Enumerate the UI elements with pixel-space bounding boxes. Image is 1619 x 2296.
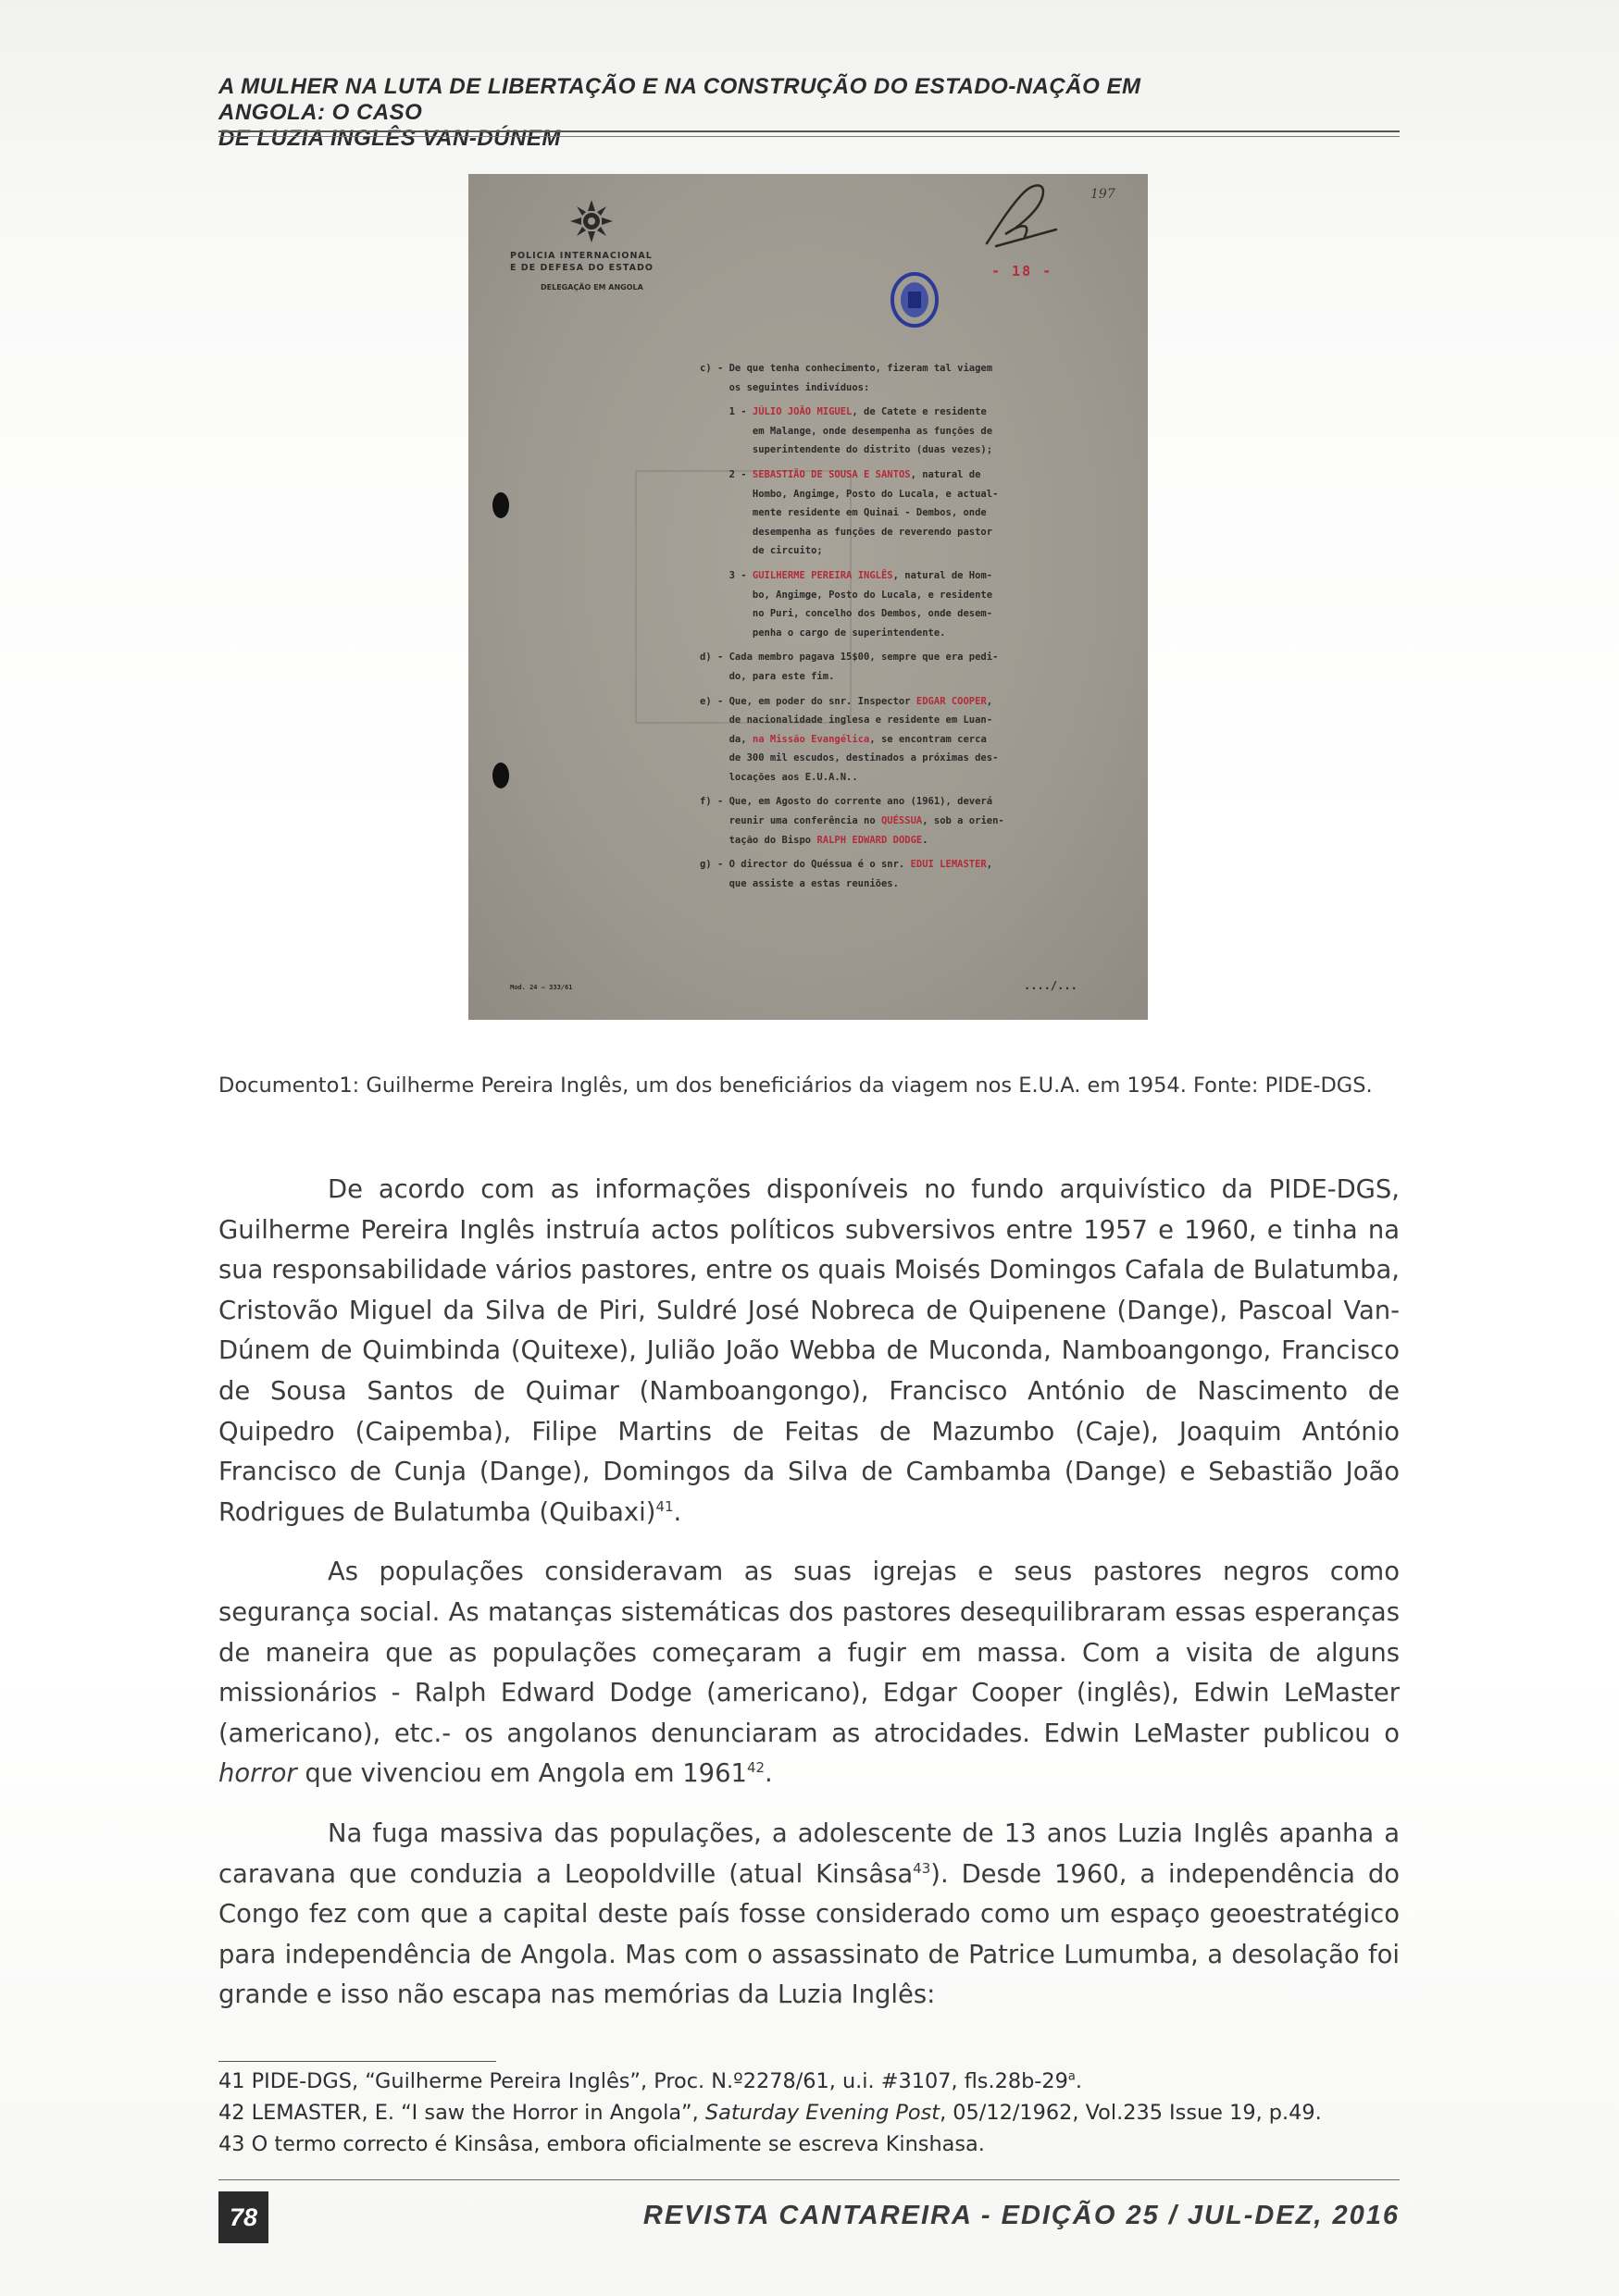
scan-line: locações aos E.U.A.N.. <box>700 771 858 783</box>
footnote-42 <box>218 2097 1400 2128</box>
scan-line: Hombo, Angimge, Posto do Lucala, e actual- <box>700 488 999 500</box>
scan-line: 1 - JÚLIO JOÃO MIGUEL, de Catete e residente <box>700 406 987 418</box>
scan-line: de 300 mil escudos, destinados a próximas des- <box>700 752 999 764</box>
scan-org-line1: POLICIA INTERNACIONAL <box>510 251 653 261</box>
footnote-43-text: 43 O termo correcto é Kinsâsa, embora oficialmente se escreva Kinshasa. <box>218 2132 985 2156</box>
footnote-42-end: , 05/12/1962, Vol.235 Issue 19, p.49. <box>940 2101 1322 2125</box>
page-number: 78 <box>218 2191 268 2243</box>
scan-organization <box>510 250 654 274</box>
scan-line: mente residente em Quinai - Dembos, onde <box>700 507 987 519</box>
header-rule <box>218 130 1400 132</box>
scan-handwritten-number: 197 <box>1090 187 1115 202</box>
scan-highlight-name: GUILHERME PEREIRA INGLÊS <box>752 569 893 581</box>
footnote-ref-42[interactable]: 42 <box>746 1759 766 1777</box>
footnote-41-end: . <box>1075 2069 1082 2093</box>
scan-line: c) - De que tenha conhecimento, fizeram tal viagem <box>700 363 993 374</box>
scan-body-text <box>700 359 1126 893</box>
scan-line: da, na Missão Evangélica, se encontram cerca <box>700 733 987 745</box>
scan-continuation: ..../... <box>1024 979 1077 992</box>
footnote-separator <box>218 2061 496 2062</box>
footer-rule <box>218 2179 1400 2180</box>
scan-delegation: DELEGAÇÃO EM ANGOLA <box>541 283 643 292</box>
figure-caption: Documento1: Guilherme Pereira Inglês, um dos beneficiários da viagem nos E.U.A. em 1954. Fonte: PIDE-DGS. <box>218 1074 1373 1098</box>
scan-highlight-name: na Missão Evangélica <box>752 733 870 745</box>
paragraph-3-text2: ). Desde 1960, a independência do Congo fez com que a capital deste país fosse considerado como um espaço geoestratégico para independência de Angola. Mas com o assassinato de Patrice Lumumba, a desolação foi grande e isso não escapa nas memórias da Luzia Inglês: <box>218 1859 1400 2010</box>
pide-emblem-icon <box>568 198 615 244</box>
running-header <box>218 74 1144 152</box>
footnote-42-text: 42 LEMASTER, E. “I saw the Horror in Angola”, <box>218 2101 705 2125</box>
running-header-line1: A MULHER NA LUTA DE LIBERTAÇÃO E NA CONSTRUÇÃO DO ESTADO-NAÇÃO EM ANGOLA: O CASO <box>218 74 1141 125</box>
scan-line: f) - Que, em Agosto do corrente ano (1961), deverá <box>700 796 993 808</box>
header-rule-thin <box>218 136 1400 137</box>
scan-line: os seguintes indivíduos: <box>700 381 870 393</box>
scan-highlight-name: SEBASTIÃO DE SOUSA E SANTOS <box>752 468 911 480</box>
scan-line: superintendente do distrito (duas vezes); <box>700 444 993 456</box>
scan-line: 2 - SEBASTIÃO DE SOUSA E SANTOS, natural de <box>700 468 981 480</box>
scan-highlight-name: QUÉSSUA <box>880 815 923 827</box>
paragraph-3 <box>218 1814 1400 2016</box>
scan-line: g) - O director do Quéssua é o snr. EDUI LEMASTER, <box>700 859 993 871</box>
journal-name: REVISTA CANTAREIRA - EDIÇÃO 25 / JUL-DEZ, 2016 <box>642 2201 1400 2230</box>
footnote-ref-41[interactable]: 41 <box>655 1497 674 1515</box>
footnote-42-title: Saturday Evening Post <box>704 2101 940 2125</box>
scan-line: de circuito; <box>700 545 823 557</box>
scan-line: e) - Que, em poder do snr. Inspector EDGAR COOPER, <box>700 695 993 707</box>
footnote-41-sup: a <box>1067 2069 1076 2084</box>
paragraph-2-text2: que vivenciou em Angola em 1961 <box>296 1759 747 1789</box>
blue-stamp-icon <box>890 271 940 329</box>
footnote-ref-43[interactable]: 43 <box>913 1859 931 1877</box>
paragraph-3-text: Na fuga massiva das populações, a adolescente de 13 anos Luzia Inglês apanha a caravana que conduzia a Leopoldville (atual Kinsâsa <box>218 1818 1400 1889</box>
footnote-43 <box>218 2128 1400 2160</box>
scanned-document-image <box>468 174 1148 1020</box>
running-header-line2: DE LUZIA INGLÊS VAN-DÚNEM <box>218 126 561 151</box>
article-body <box>218 1170 1400 2035</box>
scan-page-mark: - 18 - <box>991 263 1053 279</box>
paragraph-2-end: . <box>765 1759 773 1789</box>
paragraph-1-end: . <box>673 1497 682 1527</box>
paragraph-2 <box>218 1552 1400 1794</box>
scan-org-line2: E DE DEFESA DO ESTADO <box>510 263 654 273</box>
scan-line: desempenha as funções de reverendo pastor <box>700 526 993 538</box>
scan-line: de nacionalidade inglesa e residente em Luan- <box>700 714 993 726</box>
scan-highlight-name: JÚLIO JOÃO MIGUEL <box>752 406 853 418</box>
scan-line: que assiste a estas reuniões. <box>700 877 899 889</box>
paragraph-1 <box>218 1170 1400 1533</box>
paragraph-1-text: De acordo com as informações disponíveis no fundo arquivístico da PIDE-DGS, Guilherme Pereira Inglês instruía actos políticos subversivos entre 1957 e 1960, e tinha na sua responsabilidade vários pastores, entre os quais Moisés Domingos Cafala de Bulatumba, Cristovão Miguel da Silva de Piri, Suldré José Nobreca de Quipenene (Dange), Pascoal Van-Dúnem de Quimbinda (Quitexe), Julião João Webba de Muconda, Namboangongo, Francisco de Sousa Santos de Quimar (Namboangongo), Francisco António de Nascimento de Quipedro (Caipemba), Filipe Martins de Feitas de Mazumbo (Caje), Joaquim António Francisco de Cunja (Dange), Domingos da Silva de Cambamba (Dange) e Sebastião João Rodrigues de Bulatumba (Quibaxi) <box>218 1175 1400 1527</box>
paragraph-2-emphasis: horror <box>218 1759 297 1789</box>
scan-highlight-name: EDGAR COOPER <box>915 695 987 707</box>
footnote-41-text: 41 PIDE-DGS, “Guilherme Pereira Inglês”, Proc. N.º2278/61, u.i. #3107, fls.28b-29 <box>218 2069 1068 2093</box>
scan-highlight-name: EDUI LEMASTER <box>910 859 987 871</box>
footnote-41 <box>218 2066 1400 2097</box>
scan-line: penha o cargo de superintendente. <box>700 627 946 639</box>
scan-highlight-name: RALPH EDWARD DODGE <box>816 834 923 846</box>
scan-line: bo, Angimge, Posto do Lucala, e residente <box>700 589 993 601</box>
scan-line: d) - Cada membro pagava 15$00, sempre que era pedi- <box>700 652 999 664</box>
scan-form-code: Mod. 24 — 333/61 <box>510 984 573 991</box>
scan-line: 3 - GUILHERME PEREIRA INGLÊS, natural de Hom- <box>700 569 993 581</box>
scan-line: no Puri, concelho dos Dembos, onde desem- <box>700 608 993 620</box>
handwritten-signature-icon <box>968 174 1070 257</box>
scan-line: do, para este fim. <box>700 670 835 682</box>
scan-line: tação do Bispo RALPH EDWARD DODGE. <box>700 834 928 846</box>
footnotes <box>218 2066 1400 2160</box>
scan-line: reunir uma conferência no QUÉSSUA, sob a orien- <box>700 815 1004 827</box>
punch-hole-bottom <box>492 763 509 788</box>
scan-line: em Malange, onde desempenha as funções de <box>700 425 993 437</box>
paragraph-2-text: As populações consideravam as suas igrejas e seus pastores negros como segurança social. As matanças sistemáticas dos pastores desequilibraram essas esperanças de maneira que as populações começaram a fugir em massa. Com a visita de alguns missionários - Ralph Edward Dodge (americano), Edgar Cooper (inglês), Edwin LeMaster (americano), etc.- os angolanos denunciaram as atrocidades. Edwin LeMaster publicou o <box>218 1558 1400 1748</box>
punch-hole-top <box>492 492 509 518</box>
